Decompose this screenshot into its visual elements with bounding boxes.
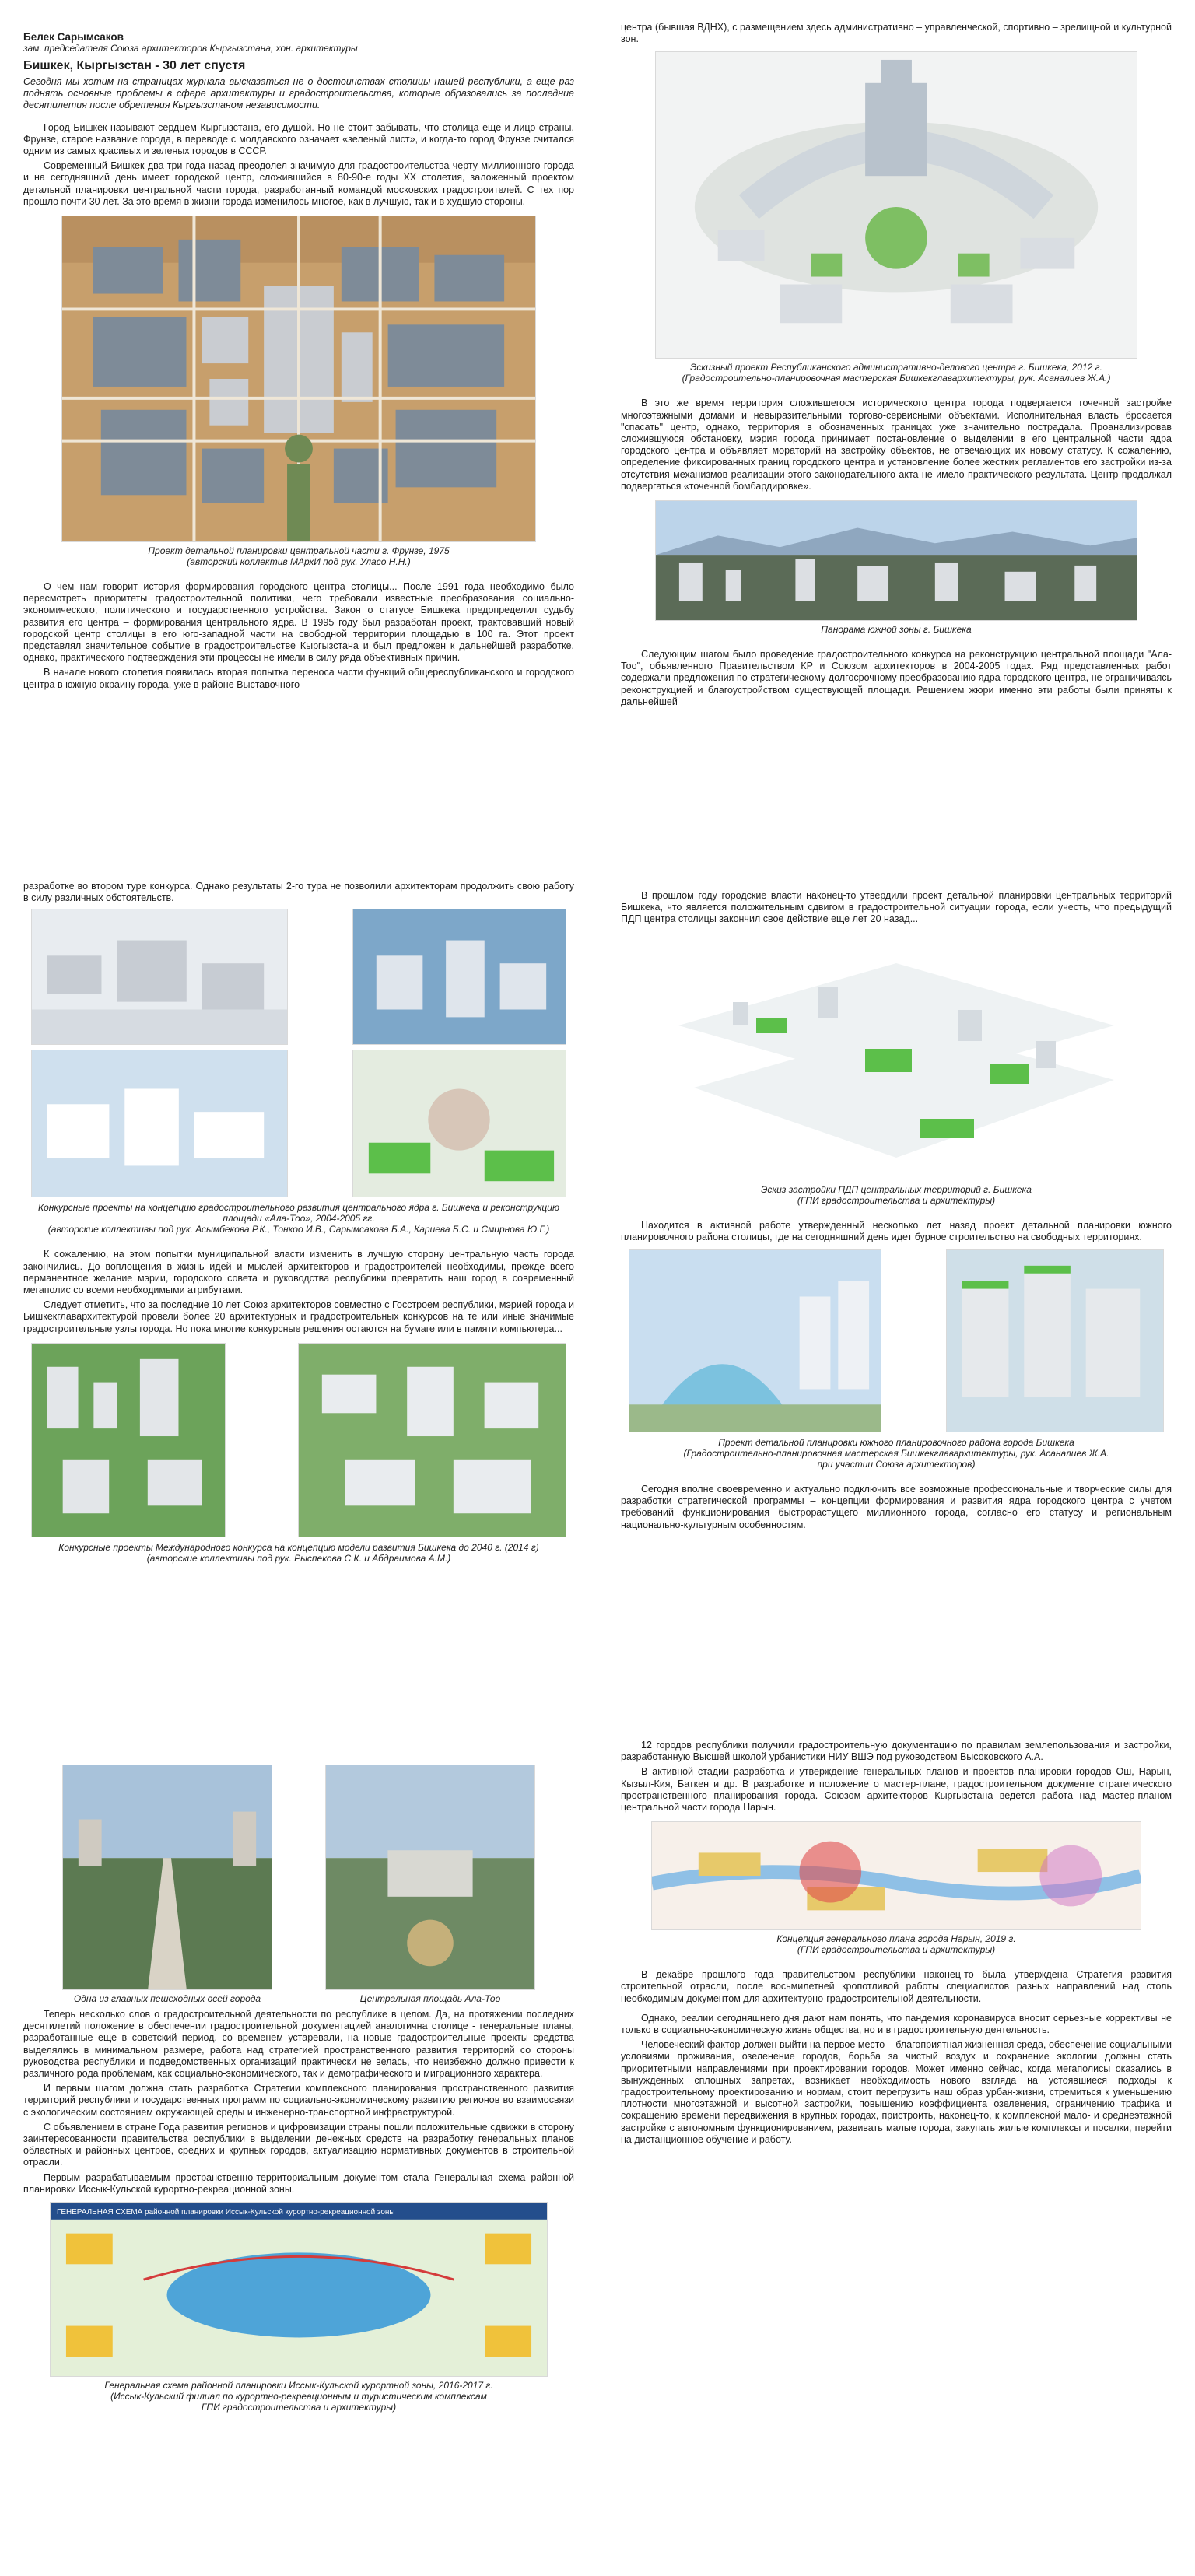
caption-line: Конкурсные проекты на концепцию градостроительного развития центрального ядра г. Бишкека и реконструкцию площади «Ала-Тоо», 2004-2005 гг. xyxy=(38,1202,559,1225)
central-territories-sketch-image xyxy=(663,932,1130,1181)
paragraph: Следующим шагом было проведение градостроительного конкурса на реконструкцию центральной площади "Ала-Тоо", объявленного Правительством КР и Союзом архитекторов в 2004-2005 годах. Ряд представленных работ содержали предложения по стратегическому долгосрочному преобразованию ядра городского центра, не ограничиваясь реконструкцией и благоустройством существующей площади. Решением жюри именно эти работы были приняты к дальнейшей xyxy=(621,649,1172,707)
page-5 xyxy=(0,1718,598,2576)
author-role: зам. председателя Союза архитекторов Кыргызстана, хон. архитектуры xyxy=(23,43,358,54)
south-district-render-2 xyxy=(946,1249,1164,1432)
city-photos-row xyxy=(62,1765,535,2009)
caption-line: (Иссык-Кульский филиал по курортно-рекреационным и туристическим комплексам xyxy=(110,2391,487,2403)
south-district-images-row xyxy=(629,1249,1164,1432)
page-3 xyxy=(0,859,598,1717)
figure-caption: Центральная площадь Ала-Тоо xyxy=(359,1993,501,2004)
caption-line: Генеральная схема районной планировки Иссык-Кульской курортной зоны, 2016-2017 г. xyxy=(104,2380,493,2392)
author-name: Белек Сарымсаков xyxy=(23,31,124,43)
figure-caption xyxy=(621,1184,1172,1206)
figure-caption xyxy=(23,1202,574,1235)
page-6 xyxy=(598,1718,1195,2576)
naryn-master-plan-image xyxy=(651,1821,1141,1930)
ala-too-square-figure xyxy=(325,1765,535,2009)
figure-caption xyxy=(621,362,1172,384)
paragraph: К сожалению, на этом попытки муниципальной власти изменить в лучшую сторону центральную часть города закончились. До воплощения в жизнь идей и мыслей архитекторов и градостроителей необходимы, прежде всего перманентное желание мэрии, городского совета и руководства республики превратить наш город в современный мегаполис со всеми необходимыми атрибутами. xyxy=(23,1249,574,1296)
figure-caption: Одна из главных пешеходных осей города xyxy=(73,1993,261,2004)
figure-caption xyxy=(621,1933,1172,1955)
caption-line: (авторские коллективы под рук. Рыспекова С.К. и Абдраимова А.М.) xyxy=(146,1552,451,1564)
caption-line: (ГПИ градостроительства и архитектуры) xyxy=(797,1944,996,1956)
paragraph: центра (бывшая ВДНХ), с размещением здесь административно – управленческой, спортивно – зрелищной и культурной зон. xyxy=(621,22,1172,45)
paragraph: С объявлением в стране Года развития регионов и цифровизации страны пошли положительные сдвижки в сторону заинтересованности правительства республики в выделении денежных средств на разработку генеральных планов областных и районных центров, средних и крупных городов, актуализацию нормативных документов в строительной отрасли. xyxy=(23,2121,574,2168)
page-1 xyxy=(0,0,598,858)
article-lead: Сегодня мы хотим на страницах журнала высказаться не о достоинствах столицы нашей республики, а еще раз поднять основные проблемы в сфере архитектуры и градостроительства, которые образовались за последние десятилетия после обретения Кыргызстаном независимости. xyxy=(23,75,574,110)
paragraph: Следует отметить, что за последние 10 лет Союз архитекторов совместно с Госстроем республики, мэрией города и Бишкекглавархитектурой провели более 20 архитектурных и градостроительных конкурсов на те или иные значимые градостроительные узлы города. Но пока многие конкурсные решения остаются на бумаге или в памяти компьютера... xyxy=(23,1299,574,1334)
competition-2040-images-row xyxy=(31,1343,566,1537)
figure-caption xyxy=(23,2380,574,2413)
paragraph: Теперь несколько слов о градостроительной деятельности по республике в целом. Да, на протяжении последних десятилетий положение в обеспечении градостроительной документацией аналогична столице - генеральные планы, разработанные еще в советский период, со временем устаревали, на новые градостроительные проекты средства выделялись в минимальном размере, работа над стратегией пространственного развития территорий со стороны руководства республики и подведомственных организаций практически не велась, что неизбежно должно привести к различного рода проблемам, как социально-экономического, так и демографического и миграционного характера. xyxy=(23,2009,574,2080)
competition-render-1 xyxy=(31,909,288,1045)
paragraph: Однако, реалии сегодняшнего дня дают нам понять, что пандемия коронавируса вносит серьезные коррективы не только в социально-экономическую жизнь общества, но и в градостроительную деятельность. xyxy=(621,2012,1172,2036)
caption-line: (авторские коллективы под рук. Асымбекова Р.К., Тонкоо И.В., Сарымсакова Б.А., Кариева Б.С. и Смирнова Ю.Г.) xyxy=(47,1224,550,1235)
caption-line: Проект детальной планировки центральной части г. Фрунзе, 1975 xyxy=(148,545,450,556)
paragraph: В прошлом году городские власти наконец-то утвердили проект детальной планировки центральных территорий Бишкека, что является положительным сдвигом в градостроительной ситуации города, если учесть, что предыдущий ПДП центра столицы закончил свое действие еще лет 20 назад... xyxy=(621,890,1172,925)
paragraph: В начале нового столетия появилась вторая попытка переноса части функций общереспубликанского и городского центра в южную окраину города, уже в районе Выставочного xyxy=(23,667,574,690)
competition-images-row-2 xyxy=(31,1050,566,1197)
south-panorama-image xyxy=(655,500,1137,621)
paragraph: И первым шагом должна стать разработка Стратегии комплексного планирования пространственного развития территорий республики и государственных программ по социально-экономическому развитию регионов во взаимосвязи с экологическим состоянием окружающей среды и инженерно-транспортной инфраструктурой. xyxy=(23,2083,574,2118)
page-2 xyxy=(598,0,1195,858)
competition-render-4 xyxy=(352,1050,566,1197)
paragraph: 12 городов республики получили градостроительную документацию по правилам землепользования и застройки, разработанную Высшей школой урбанистики НИУ ВШЭ под руководством Высоковского А.А. xyxy=(621,1740,1172,1763)
city-plan-1975-image xyxy=(61,216,536,542)
paragraph: Сегодня вполне своевременно и актуально подключить все возможные профессиональные и творческие силы для разработки стратегической программы – концепции формирования и развития ядра городского центра с учетом требований функционирования быстрорастущего миллионного города, согласно его статусу и региональным национально-культурным особенностям. xyxy=(621,1484,1172,1530)
pedestrian-axis-figure xyxy=(62,1765,272,2009)
pedestrian-axis-photo xyxy=(62,1765,272,1990)
caption-line: Концепция генерального плана города Нарын, 2019 г. xyxy=(776,1933,1016,1945)
caption-line: (Градостроительно-планировочная мастерская Бишкекглавархитектуры, рук. Асаналиев Ж.А.) xyxy=(682,373,1111,384)
caption-line: Эскизный проект Республиканского административно-делового центра г. Бишкека, 2012 г. xyxy=(690,362,1102,373)
competition-2040-render-2 xyxy=(298,1343,566,1537)
paragraph: Находится в активной работе утвержденный несколько лет назад проект детальной планировки южного планировочного района столицы, где на сегодняшний день идет бурное строительство на свободных территориях. xyxy=(621,1219,1172,1242)
paragraph: В это же время территория сложившегося исторического центра города подвергается точечной застройке многоэтажными домами и невыразительными торгово-сервисными объектами. Исполнительная власть бросается "спасать" центр, однако, территория в обозначенных границах уже значительно пострадала. Проанализировав сложившуюся обстановку, мэрия города принимает постановление о выделении в его центральной части ядра городского центра и объявляет мораторий на застройку объектов, не отвечающих их новому статусу. К сожалению, определение фиксированных границ городского центра и установление более жестких регламентов его застройки из-за отсутствия механизмов реализации этого законодательного акта не имело практического результата. Центр продолжал подвергаться «точечной бомбардировке». xyxy=(621,398,1172,492)
caption-line: Проект детальной планировки южного планировочного района города Бишкека xyxy=(718,1437,1074,1449)
caption-line: при участии Союза архитекторов) xyxy=(817,1459,976,1470)
page-4 xyxy=(598,859,1195,1717)
caption-line: (ГПИ градостроительства и архитектуры) xyxy=(797,1194,996,1206)
paragraph: О чем нам говорит история формирования городского центра столицы... После 1991 года необходимо было пересмотреть приоритеты градостроительной политики, чего требовали известные преобразования социально-экономического, политического и государственного устройства. Закон о статусе Бишкека предопределил судьбу развития его центра – формирования центрального ядра. В 1995 году был разработан проект, трактовавший новый городской центр столицы в его юго-западной части на свободной территории площадью в 100 га. Этот проект представлял значительное событие в градостроительстве Кыргызстана и был предложен к дальнейшей разработке, однако, практического подтверждения эти процессы не имели в силу ряда объективных причин. xyxy=(23,580,574,664)
paragraph: В активной стадии разработка и утверждение генеральных планов и проектов планировки городов Ош, Нарын, Кызыл-Кия, Баткен и др. В разработке и положение о мастер-плане, градостроительном документе стратегического пространственного планирования города. Союзом архитекторов Кыргызстана ведется работа над мастер-планом центральной части города Нарын. xyxy=(621,1766,1172,1814)
caption-line: Эскиз застройки ПДП центральных территорий г. Бишкека xyxy=(761,1183,1032,1195)
paragraph: Город Бишкек называют сердцем Кыргызстана, его душой. Но не стоит забывать, что столица еще и лицо страны. Фрунзе, старое название города, в переводе с молдавского означает «зеленый лист», и когда-то город Фрунзе считался одним из самых красивых и зеленых городов в СССР. xyxy=(23,121,574,156)
caption-line: Конкурсные проекты Международного конкурса на концепцию модели развития Бишкека до 2040 г. (2014 г) xyxy=(58,1541,539,1553)
article-title: Бишкек, Кыргызстан - 30 лет спустя xyxy=(23,58,246,72)
south-district-render-1 xyxy=(629,1249,881,1432)
competition-2040-render-1 xyxy=(31,1343,226,1537)
map-title: ГЕНЕРАЛЬНАЯ СХЕМА районной планировки Иссык-Кульской курортно-рекреационной зоны xyxy=(56,2207,395,2217)
caption-line: (Градостроительно-планировочная мастерская Бишкекглавархитектуры, рук. Асаналиев Ж.А. xyxy=(683,1448,1109,1460)
ala-too-square-photo xyxy=(325,1765,535,1990)
paragraph: Современный Бишкек два-три года назад преодолел значимую для градостроительства черту миллионного города и на сегодняшний день имеет городской центр, сложившийся в 80-90-е годы XX столетия, заложенный проектом детальной планировки центральной части города, разработанный командой московских градостроителей. С тех пор прошло почти 30 лет. За это время в жизни города изменилось многое, как в лучшую, так и в худшую стороны. xyxy=(23,160,574,207)
paragraph: Первым разрабатываемым пространственно-территориальным документом стала Генеральная схема районной планировки Иссык-Кульской курортно-рекреационной зоны. xyxy=(23,2171,574,2195)
issyk-kul-general-scheme-map xyxy=(50,2202,548,2377)
paragraph: Человеческий фактор должен выйти на первое место – благоприятная жизненная среда, обеспечение социальными условиями проживания, озеленение городов, борьба за чистый воздух и сохранение экологии должны стать приоритетными направлениями при проектировании городов. Может именно сейчас, когда мегаполисы оказались в вынужденных сплошных запретах, возникает необходимость нового взгляда на устоявшиеся подходы к градостроительному проектированию и нормам, стоит перегрузить наш образ урбан-жизни, стремиться к уменьшению плотности многоэтажной и высотной застройки, повышению коэффициента озеленения, ограничению трафика и сокращению времени передвижения в крупных городах, пристроить, наконец-то, к комплексной мало- и среднеэтажной застройке с автономным функционированием, развивать малые города, закупать жилые комплексы и поселки, перейти на дистанционное обучение и работу. xyxy=(621,2039,1172,2145)
figure-caption xyxy=(23,1542,574,1564)
competition-images-row-1 xyxy=(31,909,566,1045)
competition-render-3 xyxy=(31,1050,288,1197)
competition-render-2 xyxy=(352,909,566,1045)
caption-line: (авторский коллектив МАрхИ под рук. Уласо Н.Н.) xyxy=(187,556,411,567)
paragraph: разработке во втором туре конкурса. Однако результаты 2-го тура не позволили архитекторам продолжить свою работу в силу различных обстоятельств. xyxy=(23,881,574,904)
figure-caption xyxy=(23,545,574,567)
figure-caption xyxy=(621,1437,1172,1470)
admin-center-render-image xyxy=(655,51,1137,359)
caption-line: ГПИ градостроительства и архитектуры) xyxy=(201,2402,397,2413)
figure-caption: Панорама южной зоны г. Бишкека xyxy=(821,624,972,636)
paragraph: В декабре прошлого года правительством республики наконец-то была утверждена Стратегия развития строительной отрасли, после восьмилетней кропотливой работы специалистов разных направлений над столь необходимым документом для архитектурно-градостроительной деятельности. xyxy=(621,1969,1172,2004)
